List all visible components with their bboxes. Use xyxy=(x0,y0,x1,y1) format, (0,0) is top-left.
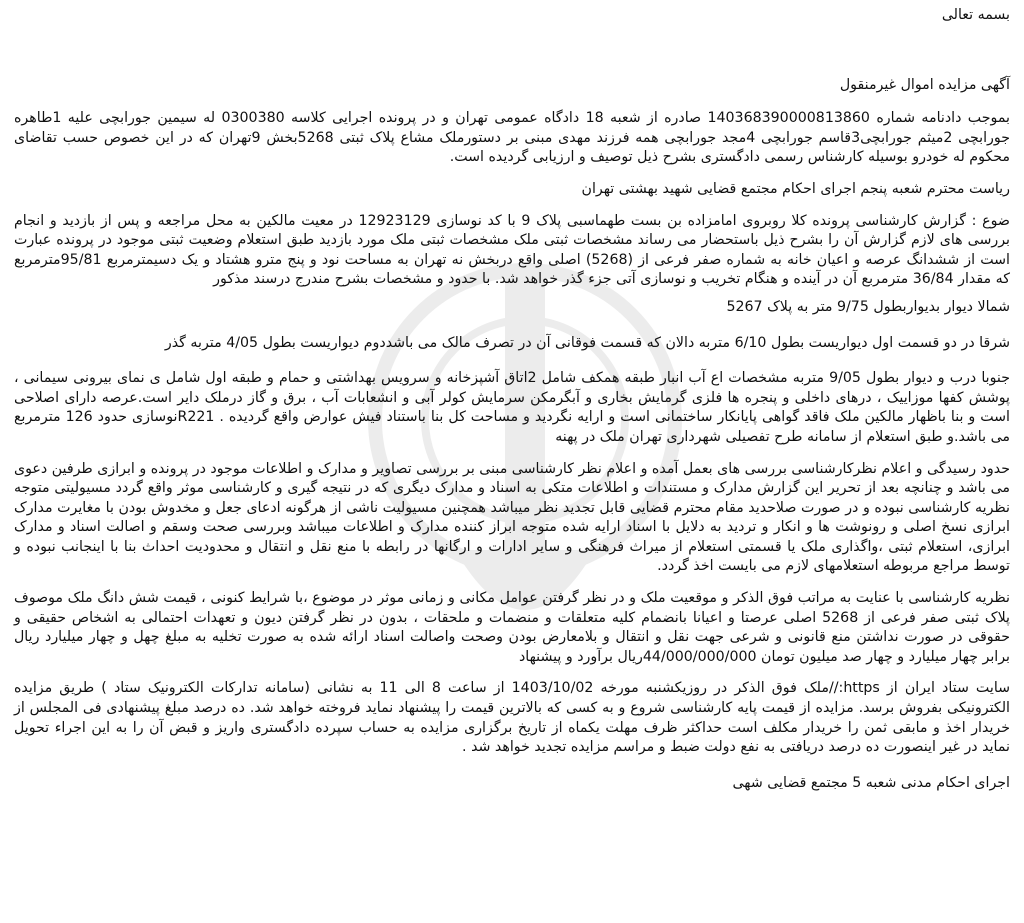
addressee-line: ریاست محترم شعبه پنجم اجرای احکام مجتمع قضایی شهید بهشتی تهران xyxy=(581,180,1010,197)
south-boundary-paragraph: جنوبا درب و دیوار بطول 9/05 متربه مشخصات اع آب انبار طبقه همکف شامل 2اتاق آشپزخانه و سرویس بهداشتی و حمام و طبقه اول شامل ی نمای بیرونی سیمانی ، پوشش کفها موزاییک ، درهای داخلی و پنجره ها فلزی گرمایش بخاری و آبگرمکن سرمایش کولر آبی و انشعابات آب ، برق و گاز درملک دایر است.عرصه دارای اصلاحی است و بنا باظهار مالکین ملک فاقد گواهی پایانکار ساختمانی است و ارایه نگردید و مساحت کل بنا باستناد فیش عوارض واقع گردیده . R221نوسازی حدود 126 مترمربع می باشد.و طبق استعلام از سامانه طرح تفصیلی شهرداری تهران ملک در پهنه xyxy=(14,370,1010,445)
north-boundary: شمالا دیوار بدیواربطول 9/75 متر به پلاک 5267 xyxy=(726,298,1010,315)
auction-paragraph: سایت ستاد ایران از https://ملک فوق الذکر در روزیکشنبه مورخه 1403/10/02 از ساعت 8 الی 11 به نشانی (سامانه تدارکات الکترونیک ستاد ) طریق مزایده الکترونیکی بفروش برسد. مزایده از قیمت پایه کارشناسی شروع و به کسی که بالاترین قیمت را پیشنهاد نماید فروخته خواهد شد. ده درصد مبلغ پیشنهادی فی المجلس از خریدار اخذ و مابقی ثمن را خریدار مکلف است حداکثر ظرف مهلت یکماه از تاریخ برگزاری مزایده به حساب سپرده دادگستری واریز و قبض آن را به این اجراء تحویل نماید در غیر اینصورت ده درصد دریافتی به نفع دولت ضبط و مراسم مزایده تجدید خواهد شد . xyxy=(14,680,1011,756)
notice-title: آگهی مزایده اموال غیرمنقول xyxy=(839,76,1010,93)
valuation-paragraph: نظریه کارشناسی با عنایت به مراتب فوق الذکر و موقعیت ملک و در نظر گرفتن عوامل مکانی و زمانی موثر در موضوع ،با شرایط کنونی ، قیمت شش دانگ ملک موصوف پلاک ثبتی صفر فرعی از 5268 اصلی عرصتا و اعیانا بانضمام کلیه متعلقات و منضمات و ملحقات ، بدون در نظر گرفتن دیون و تعهدات احتمالی به اشخاص حقیقی و حقوقی در صورت نداشتن منع قانونی و شرعی جهت نقل و انتقال و بلامعارض بودن وصحت واصالت اسناد ارائه شده به صورت تخلیه به مبلغ چهل و چهار میلیارد ریال برابر چهار میلیارد و چهار صد میلیون تومان 44/000/000/000ریال برآورد و پیشنهاد xyxy=(14,590,1010,665)
subject-paragraph: ضوع : گزارش کارشناسی پرونده کلا روبروی امامزاده بن بست طهماسبی پلاک 9 با کد نوسازی 12923129 در معیت مالکین به محل مراجعه و پس از بازدید و انجام بررسی های لازم گزارش آن را بشرح ذیل باستحضار می رساند مشخصات ثبتی ملک مشخصات ثبتی ملک مورد بازدید طبق استعلام وضعیت ثبتی موجود در پرونده عبارت است از ششدانگ عرصه و اعیان خانه به شماره صفر فرعی از (5268) اصلی واقع دربخش نه تهران به مساحت نود و پنج مترو هشتاد و یک دسیمترمربع 95/81مترمربع که مقدار 36/84 مترمربع آن در آینده و هنگام تخریب و نوسازی آتی جزء گذر خواهد شد. با حدود و مشخصات بشرح مندرج درسند مذکور xyxy=(14,212,1010,288)
review-paragraph: حدود رسیدگی و اعلام نظرکارشناسی بررسی های بعمل آمده و اعلام نظر کارشناسی مبنی بر بررسی تصاویر و مدارک و اطلاعات موجود در پرونده و ابرازی طرفین دعوی می باشد و چنانچه بعد از تحریر این گزارش مدارک و مستندات و اطلاعات متکی به اسناد و مدارک دیگری که در نتیجه گیری و کارشناسی موثر واقع گردد مسیولیتی متوجه نظریه کارشناسی نبوده و در صورت صلاحدید مقام محترم قضایی قابل تجدید نظر میباشد همچنین مسیولیت ناشی از هرگونه ادعای جعل و مخدوش بودن با مغایرت مدارک ابرازی نسخ اصلی و رونوشت ها و انکار و تردید به دلایل با اسناد ارایه شده متوجه ابراز کننده مدارک و اطلاعات میباشد وبررسی صحت وسقم و اصالت اسناد و مدارک ابرازی، استعلام ثبتی ،واگذاری ملک یا قسمتی استعلام از میراث فرهنگی و سایر ادارات و ارگانها در رابطه با منع نقل و انتقال و محدودیت احداث بنا با اینجانب نبوده و توسط مراجع مربوطه استعلامهای لازم می بایست اخذ گردد. xyxy=(14,460,1010,575)
signature-line: اجرای احکام مدنی شعبه 5 مجتمع قضایی شهی xyxy=(732,774,1010,791)
bismillah-heading: بسمه تعالی xyxy=(941,7,1010,23)
intro-paragraph: بموجب دادنامه شماره 140368390000813860 صادره از شعبه 18 دادگاه عمومی تهران و در پرونده اجرایی کلاسه 0300380 له سیمین جورابچی علیه 1طاهره جورابچی 2میثم جورابچی3قاسم جورابچی 4مجد جورابچی همه فرزند مهدی مبنی بر دستورملک مشاع پلاک ثبتی 5268بخش 9تهران که در این خصوص حسب تقاضای محکوم له خودرو بوسیله کارشناس رسمی دادگستری بشرح ذیل توصیف و ارزیابی گردیده است. xyxy=(14,110,1010,166)
east-boundary: شرقا در دو قسمت اول دیواریست بطول 6/10 متربه دالان که قسمت فوقانی آن در تصرف مالک می باشددوم دیواریست بطول 4/05 متربه گذر xyxy=(164,334,1010,351)
auction-notice xyxy=(14,6,1010,793)
